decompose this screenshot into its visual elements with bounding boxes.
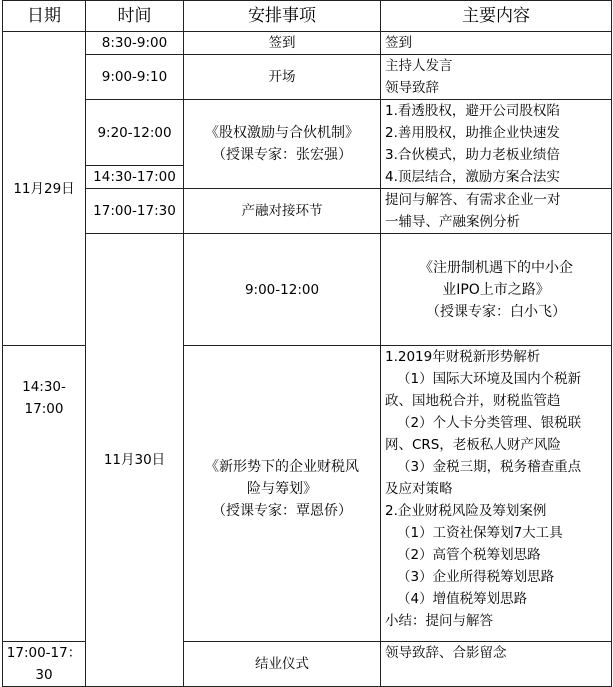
session-title: 《注册制机遇下的中小企 [419,259,573,276]
agenda-signin: 签到 [184,32,381,55]
header-date: 日期 [3,1,86,32]
time-docking: 17:00-17:30 [86,189,184,234]
content-line: （4）增值税筹划思路 [397,591,528,607]
content-line: 2.善用股权，助推企业快速发 [385,125,560,141]
content-tax [381,346,612,642]
session-title: 业IPO上市之路》 [442,281,550,298]
agenda-docking: 产融对接环节 [184,189,381,234]
content-line: 小结：提问与解答 [385,613,493,629]
agenda-ipo [381,234,612,346]
header-row [3,1,612,32]
table-row-ipo [3,234,612,346]
content-line: （1）工资社保筹划7大工具 [397,525,563,541]
agenda-opening: 开场 [184,55,381,100]
content-line: 3.合伙模式，助力老板业绩倍 [385,147,560,163]
content-line: 1.看透股权，避开公司股权陷 [385,103,560,119]
content-line: 政、国地税合并，财税监管趋 [385,393,561,409]
content-line: （2）高管个税筹划思路 [397,547,541,563]
content-closing: 领导致辞、合影留念 [381,642,612,687]
time-signin: 8:30-9:00 [86,32,184,55]
content-signin: 签到 [381,32,612,55]
date-day1: 11月29日 [3,32,86,346]
content-line: 主持人发言 [385,58,453,74]
time-equity-am: 9:20-12:00 [86,100,184,166]
session-speaker: （授课专家：覃恩侨） [212,503,352,519]
content-docking [381,189,612,234]
header-time: 时间 [86,1,184,32]
session-speaker: （授课专家：张宏强） [212,147,352,163]
time-equity-pm: 14:30-17:00 [86,166,184,189]
header-agenda: 安排事项 [184,1,381,32]
time-opening: 9:00-9:10 [86,55,184,100]
content-line: （1）国际大环境及国内个税新 [397,371,582,387]
time-tax: 14:30-17:00 [3,346,86,642]
session-title: 险与筹划》 [247,481,317,497]
session-title: 《新形势下的企业财税风 [205,459,359,475]
content-line: 网、CRS，老板私人财产风险 [385,437,561,453]
content-line: 2.企业财税风险及筹划案例 [385,503,547,519]
table-row-opening [3,55,612,100]
content-equity [381,100,612,189]
agenda-equity [184,100,381,189]
table-row-docking [3,189,612,234]
content-line: （3）企业所得税筹划思路 [397,569,555,585]
header-content: 主要内容 [381,1,612,32]
content-line: （3）金税三期，税务稽查重点 [397,459,582,475]
content-line: 提问与解答、有需求企业一对 [385,192,561,208]
agenda-closing: 结业仪式 [184,642,381,687]
content-line: 4.顶层结合，激励方案合法实 [385,169,560,185]
table-row-equity-am [3,100,612,166]
agenda-tax [184,346,381,642]
content-line: 一辅导、产融案例分析 [385,214,520,230]
schedule-table [2,0,612,687]
content-line: 领导致辞 [385,80,439,96]
session-speaker: （授课专家：白小飞） [426,303,566,320]
table-row-signin [3,32,612,55]
content-line: 及应对策略 [385,481,453,497]
time-closing: 17:00-17：30 [3,642,86,687]
content-opening [381,55,612,100]
content-line: （2）个人卡分类管理、银税联 [397,415,582,431]
date-day2: 11月30日 [86,234,184,687]
time-ipo: 9:00-12:00 [184,234,381,346]
session-title: 《股权激励与合伙机制》 [205,125,359,141]
content-line: 1.2019年财税新形势解析 [385,349,541,365]
